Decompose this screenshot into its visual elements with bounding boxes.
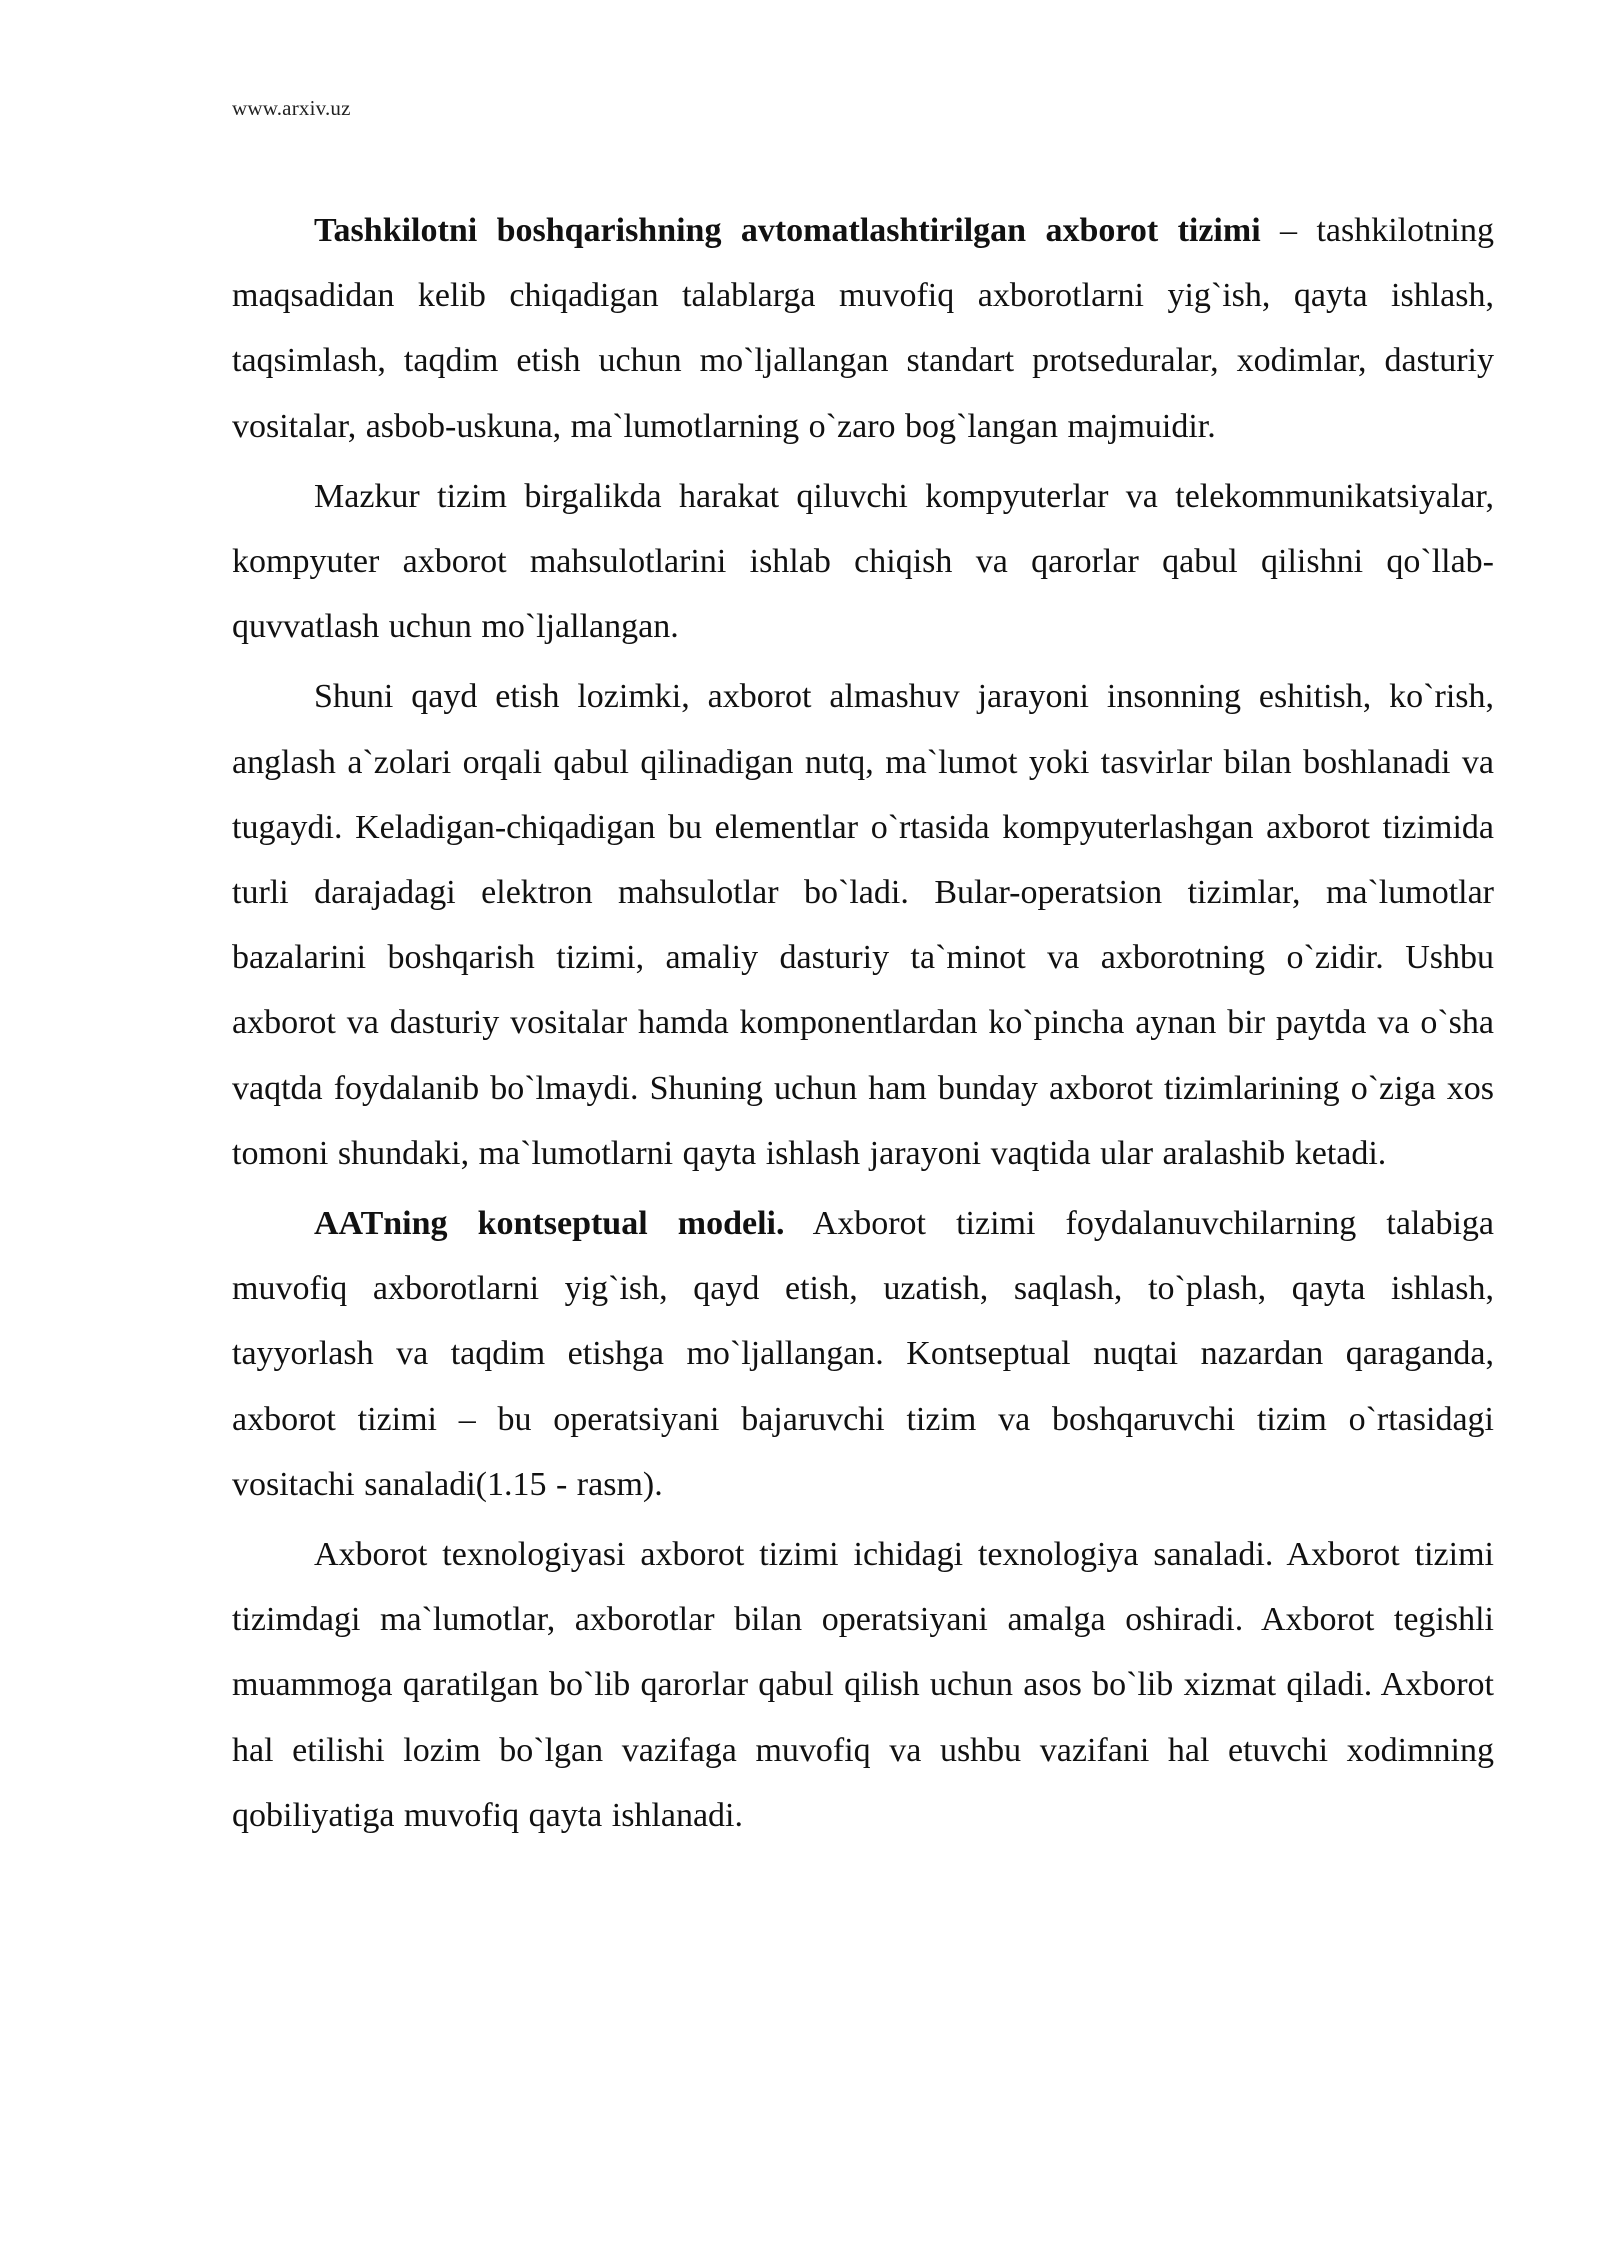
paragraph-information-exchange — [232, 664, 1494, 1186]
document-body — [232, 198, 1494, 1853]
paragraph-definition — [232, 198, 1494, 459]
paragraph-text: – tashkilotning maqsadidan kelib chiqadigan talablarga muvofiq axborotlarni yig`ish, qayta ishlash, taqsimlash, taqdim etish uchun mo`ljallangan standart protseduralar, xodimlar, dasturiy vositalar, asbob-uskuna, ma`lumotlarning o`zaro bog`langan majmuidir. — [232, 212, 1494, 445]
header-url: www.arxiv.uz — [232, 96, 351, 120]
paragraph-text: Mazkur tizim birgalikda harakat qiluvchi kompyuterlar va telekommunikatsiyalar, kompyuter axborot mahsulotlarini ishlab chiqish va qarorlar qabul qilishni qo`llab-quvvatlash uchun mo`ljallangan. — [232, 477, 1494, 646]
term-heading: Tashkilotni boshqarishning avtomatlashtirilgan axborot tizimi — [314, 212, 1261, 249]
paragraph-conceptual-model — [232, 1191, 1494, 1517]
paragraph-text: Axborot tizimi foydalanuvchilarning talabiga muvofiq axborotlarni yig`ish, qayd etish, uzatish, saqlash, to`plash, qayta ishlash, tayyorlash va taqdim etishga mo`ljallangan. Kontseptual nuqtai nazardan qaraganda, axborot tizimi – bu operatsiyani bajaruvchi tizim va boshqaruvchi tizim o`rtasidagi vositachi sanaladi(1.15 - rasm). — [232, 1205, 1494, 1503]
paragraph-information-technology — [232, 1522, 1494, 1848]
paragraph-system-purpose — [232, 464, 1494, 660]
paragraph-text: Axborot texnologiyasi axborot tizimi ichidagi texnologiya sanaladi. Axborot tizimi tizimdagi ma`lumotlar, axborotlar bilan operatsiyani amalga oshiradi. Axborot tegishli muammoga qaratilgan bo`lib qarorlar qabul qilish uchun asos bo`lib xizmat qiladi. Axborot hal etilishi lozim bo`lgan vazifaga muvofiq va ushbu vazifani hal etuvchi xodimning qobiliyatiga muvofiq qayta ishlanadi. — [232, 1536, 1494, 1834]
section-heading: AATning kontseptual modeli. — [314, 1205, 785, 1243]
paragraph-text: Shuni qayd etish lozimki, axborot almashuv jarayoni insonning eshitish, ko`rish, anglash a`zolari orqali qabul qilinadigan nutq, ma`lumot yoki tasvirlar bilan boshlanadi va tugaydi. Keladigan-chiqadigan bu elementlar o`rtasida kompyuterlashgan axborot tizimida turli darajadagi elektron mahsulotlar bo`ladi. Bular-operatsion tizimlar, ma`lumotlar bazalarini boshqarish tizimi, amaliy dasturiy ta`minot va axborotning o`zidir. Ushbu axborot va dasturiy vositalar hamda komponentlardan ko`pincha aynan bir paytda va o`sha vaqtda foydalanib bo`lmaydi. Shuning uchun ham bunday axborot tizimlarining o`ziga xos tomoni shundaki, ma`lumotlarni qayta ishlash jarayoni vaqtida ular aralashib ketadi. — [232, 678, 1494, 1172]
